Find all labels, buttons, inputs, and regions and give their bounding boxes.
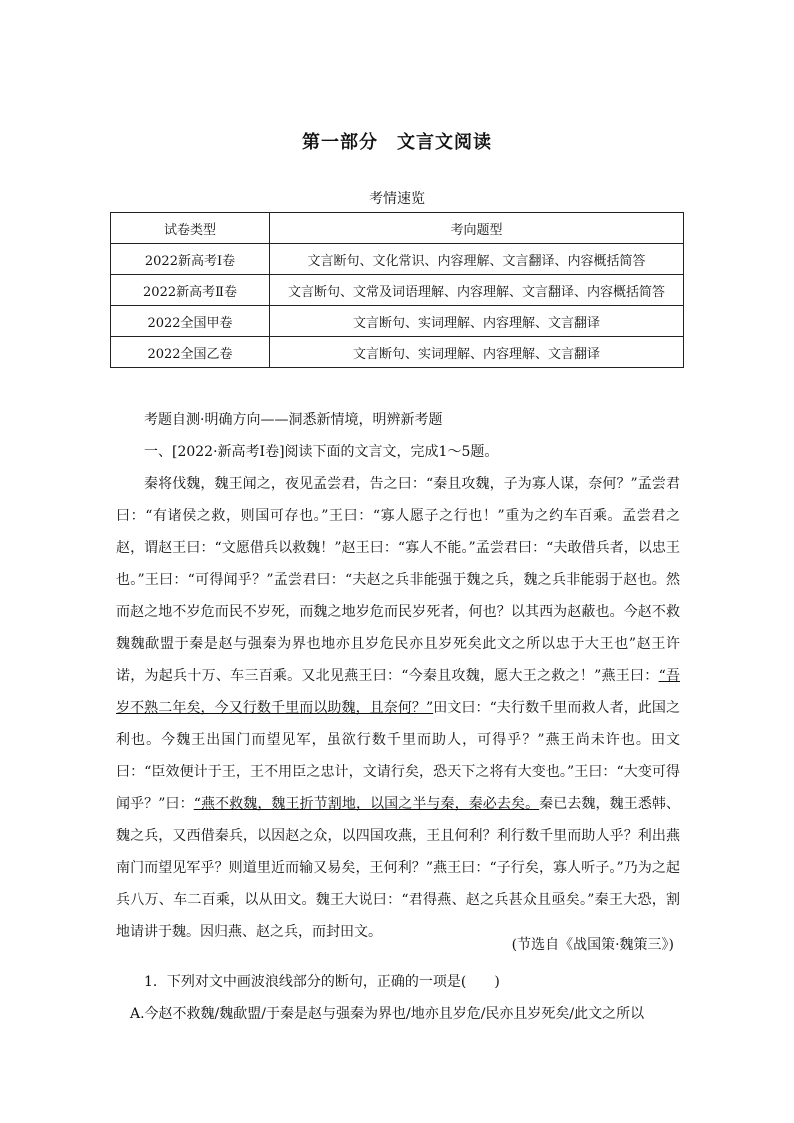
exam-overview-table [110, 212, 684, 368]
intro-heading: 考题自测·明确方向——洞悉新情境，明辨新考题 [144, 412, 443, 428]
table-caption: 考情速览 [369, 191, 425, 207]
table-header-row [111, 213, 684, 244]
table-cell-types: 文言断句、文常及词语理解、内容理解、文言翻译、内容概括简答 [270, 275, 684, 306]
table-row [111, 306, 684, 337]
passage-text: 秦已去魏，魏王悉韩、魏之兵，又西借秦兵，以因赵之众，以四国攻燕，王且何利？利行数千里而助人乎？利出燕南门而望见军乎？则道里近而输又易矣，王何利？”燕王曰：“子行矣，寡人听子。”乃为之起兵八万、车二百乘，以从田文。魏王大说曰：“君得燕、赵之兵甚众且亟矣。”秦王大恐，割地请讲于魏。因归燕、赵之兵，而封田文。 [116, 796, 680, 940]
question-1 [116, 966, 680, 1030]
option-a: A.今赵不救魏/魏歃盟/于秦是赵与强秦为界也/地亦且岁危/民亦且岁死矣/此文之所以 [130, 1006, 645, 1022]
question-instruction: 一、[2022·新高考Ⅰ卷]阅读下面的文言文，完成1～5题。 [144, 444, 499, 460]
table-header-cell: 考向题型 [270, 213, 684, 244]
page-title: 第一部分 文言文阅读 [302, 132, 492, 153]
table-cell-exam: 2022新高考Ⅰ卷 [111, 244, 270, 275]
underlined-sentence: “吾岁不熟二年矣，今又行数千里而以助魏，且奈何？” [116, 668, 680, 716]
table-cell-types: 文言断句、实词理解、内容理解、文言翻译 [270, 337, 684, 368]
table-cell-exam: 2022新高考Ⅱ卷 [111, 275, 270, 306]
intro-section [116, 404, 680, 468]
table-row [111, 244, 684, 275]
underlined-sentence: “燕不救魏，魏王折节割地，以国之半与秦，秦必去矣。 [193, 796, 540, 812]
passage-text: 田文曰：“夫行数千里而救人者，此国之利也。今魏王出国门而望见军，虽欲行数千里而助人，可得乎？”燕王尚未许也。田文曰：“臣效便计于王，王不用臣之忠计，文请行矣，恐天下之将有大变也。”王曰：“大变可得闻乎？”曰： [116, 700, 681, 812]
table-cell-exam: 2022全国甲卷 [111, 306, 270, 337]
table-cell-types: 文言断句、文化常识、内容理解、文言翻译、内容概括简答 [270, 244, 684, 275]
passage-source: (节选自《战国策·魏策三》) [511, 937, 674, 953]
table-header-cell: 试卷类型 [111, 213, 270, 244]
table-row [111, 337, 684, 368]
table-row [111, 275, 684, 306]
table-cell-types: 文言断句、实词理解、内容理解、文言翻译 [270, 306, 684, 337]
question-stem: 1．下列对文中画波浪线部分的断句，正确的一项是( ) [144, 974, 500, 990]
classical-passage [116, 468, 680, 948]
passage-text: 秦将伐魏，魏王闻之，夜见孟尝君，告之曰：“秦且攻魏，子为寡人谋，奈何？”孟尝君曰：“有诸侯之救，则国可存也。”王曰：“寡人愿子之行也！”重为之约车百乘。孟尝君之赵，谓赵王曰：“文愿借兵以救魏！”赵王曰：“寡人不能。”孟尝君曰：“夫敢借兵者，以忠王也。”王曰：“可得闻乎？”孟尝君曰：“夫赵之兵非能强于魏之兵，魏之兵非能弱于赵也。然而赵之地不岁危而民不岁死，而魏之地岁危而民岁死者，何也？以其西为赵蔽也。今赵不救魏魏歃盟于秦是赵与强秦为界也地亦且岁危民亦且岁死矣此文之所以忠于大王也”赵王许诺，为起兵十万、车三百乘。又北见燕王曰：“今秦且攻魏，愿大王之救之！”燕王曰： [116, 476, 680, 684]
passage-paragraph [116, 468, 680, 948]
table-cell-exam: 2022全国乙卷 [111, 337, 270, 368]
